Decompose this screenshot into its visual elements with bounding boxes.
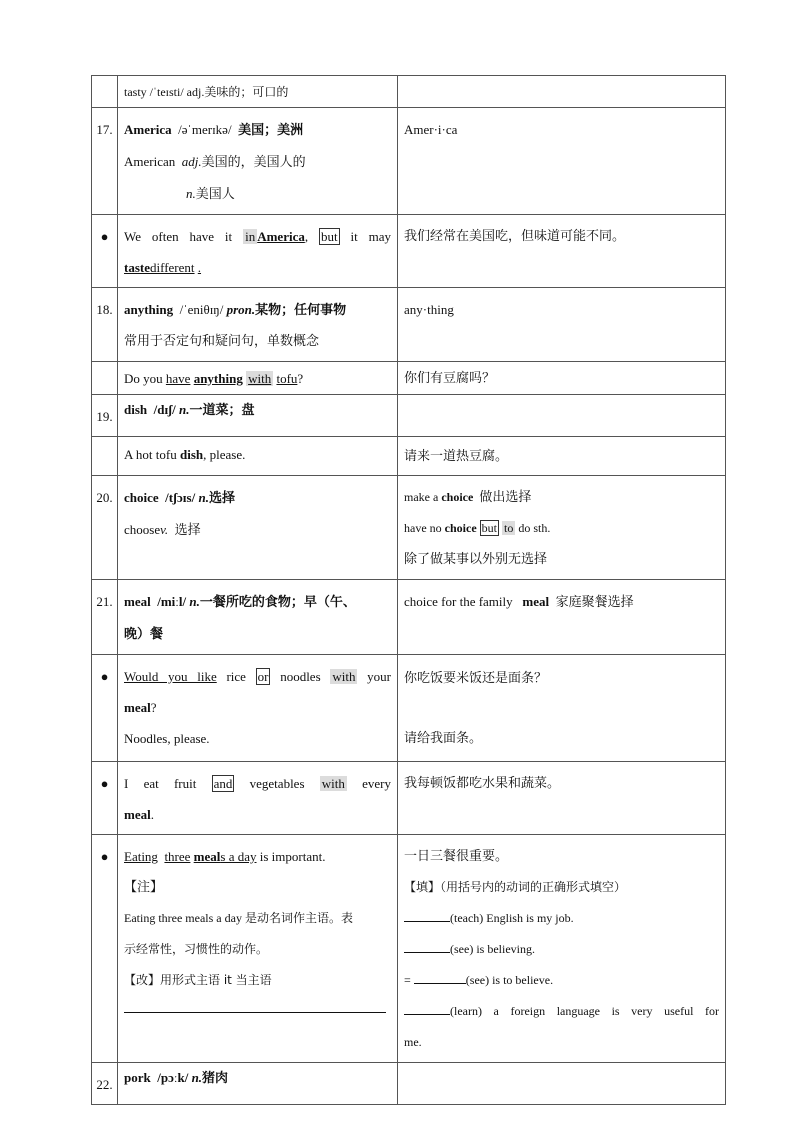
phrase-cell — [398, 476, 726, 580]
highlight-to: to — [504, 521, 514, 535]
note-text: 示经常性，习惯性的动作。 — [124, 942, 269, 956]
translation-cell — [398, 362, 726, 395]
highlight-in: in — [245, 229, 256, 244]
headword: meal — [124, 594, 151, 609]
entry-number: 20. — [92, 476, 118, 580]
example-text: vegetables — [249, 776, 305, 791]
phrase-cell — [398, 580, 726, 655]
headword: anything — [124, 302, 174, 317]
syllables: any·thing — [404, 302, 454, 317]
translation: 我们经常在美国吃，但味道可能不同。 — [404, 229, 626, 244]
phrase-text: choice for the family — [404, 594, 513, 609]
highlight-with: with — [332, 669, 356, 684]
keyword-choice: choice — [444, 521, 477, 535]
boxed-but: but — [321, 229, 338, 244]
translation: 你们有豆腐吗？ — [404, 371, 496, 386]
bullet-icon: ● — [92, 762, 118, 835]
syllable-cell — [398, 108, 726, 215]
phrase-meaning: 做出选择 — [479, 490, 532, 505]
example-text: your — [367, 669, 392, 684]
table-row — [92, 835, 726, 1063]
derived-meaning: 美国人 — [195, 187, 235, 202]
headword: dish — [124, 402, 148, 417]
answer-blank[interactable] — [404, 1000, 450, 1015]
note-cell — [398, 1063, 726, 1105]
derived-word: choose — [124, 522, 161, 537]
syllables: Amer·i·ca — [404, 122, 458, 137]
table-row — [92, 655, 726, 762]
number-cell — [92, 76, 118, 108]
entry-number: 18. — [92, 288, 118, 362]
part-of-speech: n. — [179, 402, 190, 417]
bullet-icon: ● — [92, 215, 118, 288]
translation-cell — [398, 437, 726, 476]
note-label: 【注】 — [124, 880, 164, 895]
table-row — [92, 437, 726, 476]
phonetic: /tʃɔɪs/ — [165, 490, 196, 505]
keyword-meal: meal — [193, 849, 221, 864]
phonetic: /pɔːk/ — [157, 1070, 189, 1085]
headword: pork — [124, 1070, 151, 1085]
keyword-meal: meal — [522, 594, 550, 609]
word-cell — [118, 76, 398, 108]
table-row — [92, 762, 726, 835]
phonetic: /miːl/ — [157, 594, 187, 609]
example-text: , please. — [203, 447, 246, 462]
example-text: noodles — [280, 669, 321, 684]
part-of-speech: adj. — [181, 154, 202, 169]
answer-blank[interactable] — [414, 969, 466, 984]
bullet-icon: ● — [92, 835, 118, 1063]
number-cell — [92, 362, 118, 395]
meaning: 某物；任何事物 — [255, 303, 347, 318]
word-cell — [118, 108, 398, 215]
word-cell — [118, 476, 398, 580]
derived-word: American — [124, 154, 176, 169]
meaning: 一餐所吃的食物；早（午、 — [199, 595, 356, 610]
exercise-text: me. — [404, 1035, 422, 1049]
example-text: Eating — [124, 849, 158, 864]
phonetic: /dɪʃ/ — [153, 402, 176, 417]
example-text: A hot tofu — [124, 447, 177, 462]
example-cell — [118, 215, 398, 288]
table-row — [92, 1063, 726, 1105]
keyword-america: America — [257, 229, 305, 244]
rewrite-instruction: 【改】用形式主语 it 当主语 — [124, 973, 272, 987]
phrase-meaning: 除了做某事以外别无选择 — [404, 552, 548, 567]
example-text: I eat fruit — [124, 776, 197, 791]
note-text: Eating three meals a day 是动名词作主语。表 — [124, 911, 353, 925]
example-cell — [118, 437, 398, 476]
example-text: . — [150, 807, 154, 822]
part-of-speech: n. — [186, 186, 196, 201]
example-text: . — [197, 260, 202, 275]
tasty-entry: tasty /ˈteɪsti/ adj.美味的；可口的 — [124, 85, 289, 99]
entry-number: 22. — [92, 1063, 118, 1105]
keyword-meal: meal — [124, 700, 151, 715]
word-cell — [118, 395, 398, 437]
translation-cell — [398, 655, 726, 762]
exercise-cell — [398, 835, 726, 1063]
part-of-speech: n. — [189, 594, 200, 609]
table-row — [92, 288, 726, 362]
table-row — [92, 395, 726, 437]
phonetic: /əˈmerɪkə/ — [178, 122, 232, 137]
boxed-or: or — [257, 669, 269, 684]
table-row — [92, 362, 726, 395]
exercise-text: (see) is believing. — [450, 942, 535, 956]
example-cell — [118, 362, 398, 395]
syllable-cell — [398, 288, 726, 362]
example-cell — [118, 655, 398, 762]
translation: 你吃饭要米饭还是面条？ — [404, 671, 548, 686]
keyword-taste: taste — [124, 260, 150, 275]
translation: 我每顿饭都吃水果和蔬菜。 — [404, 776, 561, 791]
meaning: 一道菜；盘 — [189, 403, 255, 418]
example-text: different — [150, 260, 195, 275]
translation: 请给我面条。 — [404, 731, 483, 746]
part-of-speech: n. — [198, 490, 209, 505]
note-cell — [398, 395, 726, 437]
example-text: rice — [226, 669, 246, 684]
highlight-with: with — [321, 776, 345, 791]
exercise-text: = — [404, 973, 411, 987]
example-text: ? — [150, 700, 157, 715]
example-cell — [118, 762, 398, 835]
table-row — [92, 76, 726, 108]
part-of-speech: pron. — [226, 302, 256, 317]
example-text: have — [165, 371, 191, 386]
answer-blank[interactable] — [404, 938, 450, 953]
boxed-and: and — [213, 776, 233, 791]
number-cell — [92, 437, 118, 476]
phrase-text: have no — [404, 521, 442, 535]
meaning: 选择 — [208, 491, 235, 506]
table-row — [92, 215, 726, 288]
bullet-icon: ● — [92, 655, 118, 762]
phrase-meaning: 家庭聚餐选择 — [555, 595, 634, 610]
keyword-anything: anything — [193, 371, 243, 386]
entry-number: 21. — [92, 580, 118, 655]
keyword-dish: dish — [179, 447, 204, 462]
table-row — [92, 108, 726, 215]
example-text: Do you — [124, 371, 163, 386]
example-text: three — [164, 849, 191, 864]
boxed-but: but — [481, 521, 497, 535]
exercise-instruction: 【填】（用括号内的动词的正确形式填空） — [404, 880, 627, 894]
translation: 请来一道热豆腐。 — [404, 449, 509, 464]
example-text: tofu — [276, 371, 298, 386]
headword: choice — [124, 490, 159, 505]
derived-meaning: 美国的，美国人的 — [201, 155, 306, 170]
word-cell — [118, 288, 398, 362]
example-text: every — [362, 776, 392, 791]
vocabulary-table — [91, 75, 726, 1105]
translation-cell — [398, 215, 726, 288]
phonetic: /ˈeniθɪŋ/ — [179, 302, 224, 317]
derived-meaning: 选择 — [174, 523, 201, 538]
keyword-choice: choice — [441, 490, 474, 504]
translation-cell — [398, 762, 726, 835]
answer-line[interactable] — [124, 1000, 386, 1013]
example-cell — [118, 835, 398, 1063]
answer-blank[interactable] — [404, 907, 450, 922]
word-cell — [118, 580, 398, 655]
part-of-speech: v. — [160, 522, 169, 537]
exercise-text: (see) is to believe. — [465, 973, 554, 987]
headword: America — [124, 122, 172, 137]
exercise-text: (learn) a foreign language is very useful for — [450, 1004, 719, 1018]
entry-number: 17. — [92, 108, 118, 215]
example-text: s a day — [220, 849, 257, 864]
entry-number: 19. — [92, 395, 118, 437]
example-text: Would you like — [124, 669, 217, 684]
note-cell — [398, 76, 726, 108]
example-text: We often have it — [124, 229, 233, 244]
highlight-with: with — [248, 371, 272, 386]
usage-note: 常用于否定句和疑问句，单数概念 — [124, 334, 320, 349]
phrase-text: make a — [404, 490, 439, 504]
meaning: 猪肉 — [202, 1071, 229, 1086]
word-cell — [118, 1063, 398, 1105]
exercise-text: (teach) English is my job. — [450, 911, 574, 925]
table-row — [92, 580, 726, 655]
meaning: 晚）餐 — [124, 627, 164, 642]
part-of-speech: n. — [191, 1070, 203, 1085]
keyword-meal: meal — [124, 807, 151, 822]
phrase-text: do sth. — [518, 521, 551, 535]
translation: 一日三餐很重要。 — [404, 849, 509, 864]
example-text: is important. — [259, 849, 326, 864]
meaning: 美国；美洲 — [238, 123, 304, 138]
example-text: it may — [350, 229, 392, 244]
example-text: ? — [297, 371, 304, 386]
table-row — [92, 476, 726, 580]
example-text: Noodles, please. — [124, 731, 210, 746]
example-text: , — [304, 229, 309, 244]
